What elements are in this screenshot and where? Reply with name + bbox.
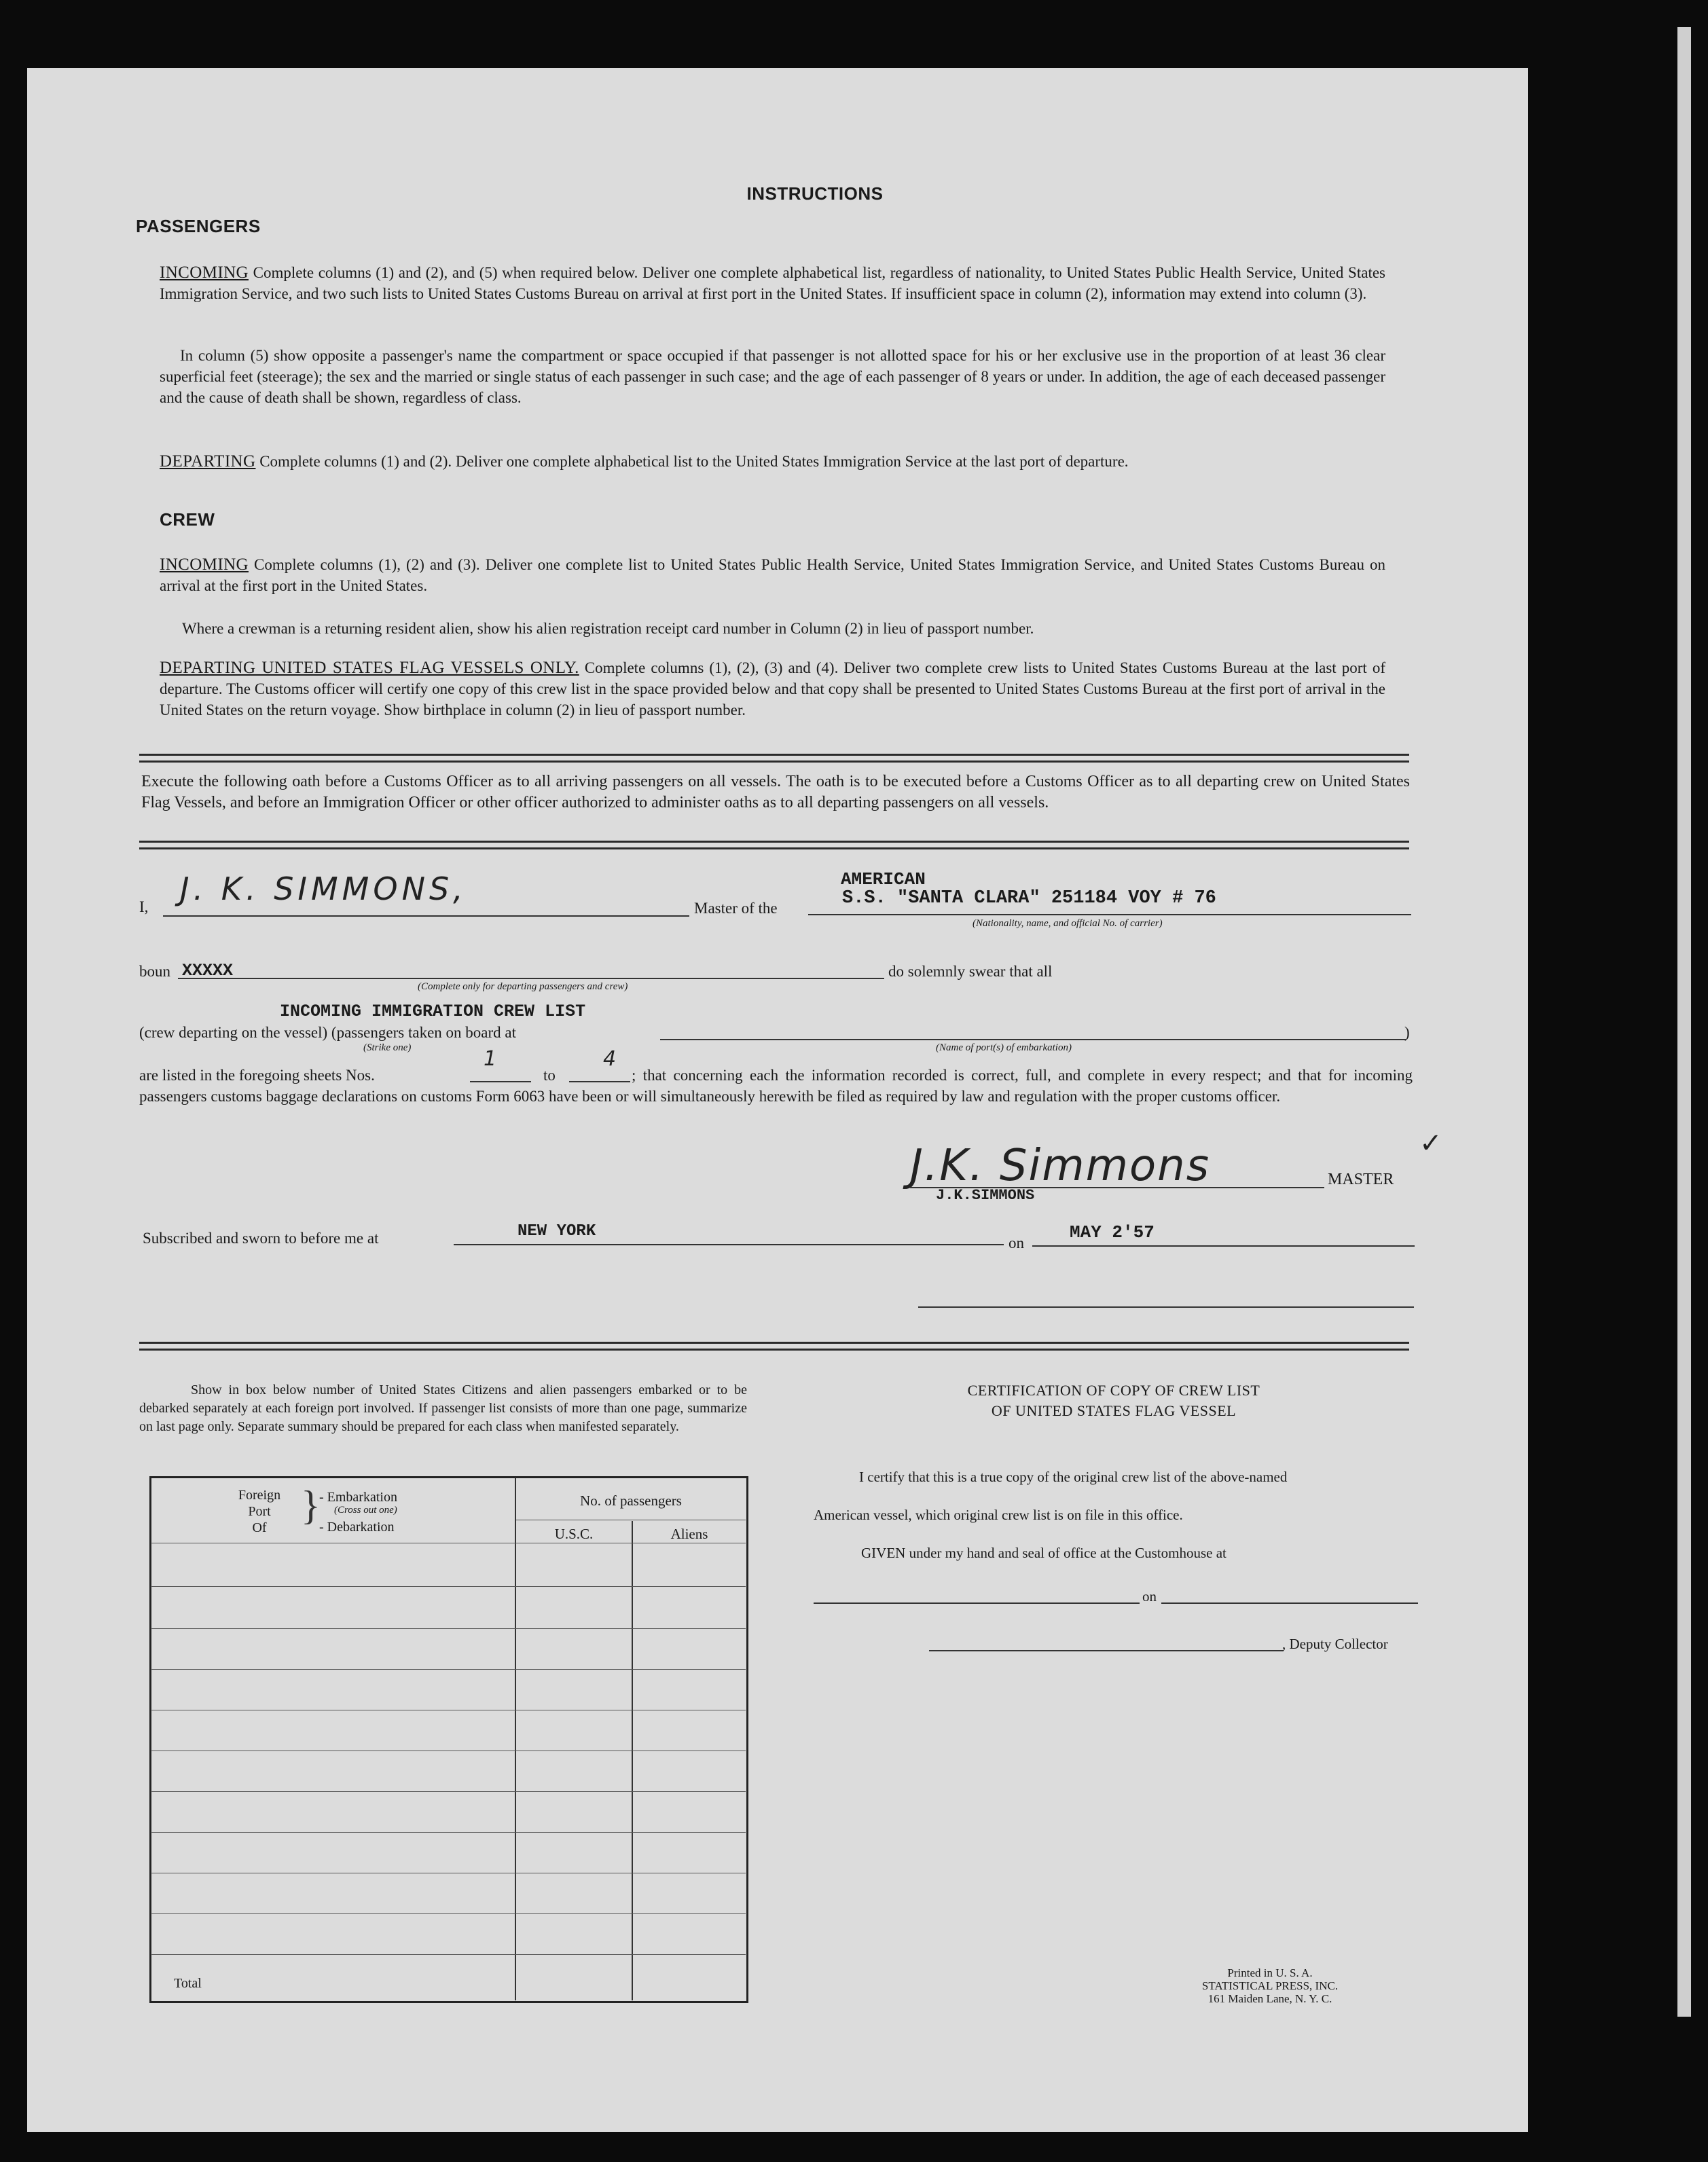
bound-line — [178, 978, 884, 979]
passengers-incoming-instructions — [160, 262, 1385, 304]
table-row — [151, 1586, 746, 1587]
passengers-departing-label: DEPARTING — [160, 452, 256, 471]
passengers-incoming-label: INCOMING — [160, 263, 249, 282]
of-label: Of — [252, 1520, 267, 1535]
table-divider — [515, 1478, 516, 2000]
to-label: to — [543, 1067, 556, 1084]
table-row — [151, 1832, 746, 1833]
passengers-departing-text: Complete columns (1) and (2). Deliver one complete alphabetical list to the United States Immigration Service at the last port of departure. — [255, 453, 1129, 470]
certification-line-3: GIVEN under my hand and seal of office at the Customhouse at — [861, 1545, 1227, 1561]
vessel-line — [808, 914, 1411, 915]
close-paren: ) — [1404, 1024, 1410, 1041]
master-label: MASTER — [1328, 1171, 1394, 1188]
sworn-date[interactable]: MAY 2'57 — [1070, 1222, 1155, 1243]
master-name-handwritten[interactable]: J. K. SIMMONS, — [180, 871, 467, 907]
on-label: on — [1009, 1234, 1024, 1251]
usc-header: U.S.C. — [554, 1526, 594, 1542]
table-row — [151, 1628, 746, 1629]
place-line — [454, 1244, 1004, 1245]
printer-line: Printed in U. S. A. — [1227, 1966, 1313, 1979]
crew-departing-text: Complete columns (1), (2), (3) and (4). Deliver two complete crew lists to United States Customs Bureau at the last port of departure. The Customs officer will certify one copy of this crew list in the space provided below and that copy shall be presented to United States Customs Bureau at the first port of arrival in the United States on the return voyage. Show birthplace in column (2) in lieu of passport number. — [160, 659, 1385, 718]
checkmark-icon: ✓ — [1419, 1128, 1442, 1158]
list-type-typed[interactable]: INCOMING IMMIGRATION CREW LIST — [280, 1002, 586, 1021]
debarkation-option[interactable]: - Debarkation — [319, 1520, 395, 1535]
table-row — [151, 1791, 746, 1792]
bound-struck-out[interactable]: XXXXX — [182, 961, 234, 981]
total-label: Total — [174, 1976, 202, 1991]
oath-instructions: Execute the following oath before a Customs Officer as to all arriving passengers on all vessels. The oath is to be executed before a Customs Officer as to all departing crew on United States Flag Vessels, and before an Immigration Officer or other officer authorized to administer oaths as to all departing passengers on all vessels. — [141, 773, 1410, 811]
section-divider — [139, 754, 1409, 763]
sheet-from[interactable]: 1 — [484, 1047, 497, 1071]
table-row — [151, 1913, 746, 1914]
customhouse-line — [814, 1602, 1140, 1604]
certification-title-2: OF UNITED STATES FLAG VESSEL — [991, 1402, 1237, 1419]
certification-line-2: American vessel, which original crew list is on file in this office. — [814, 1507, 1183, 1523]
vessel-caption: (Nationality, name, and official No. of carrier) — [973, 918, 1163, 929]
aliens-header: Aliens — [670, 1526, 708, 1542]
passenger-box-note: Show in box below number of United States Citizens and alien passengers embarked or to be debarked separately at each foreign port involved. If passenger list consists of more than one page, summarize on last page only. Separate summary should be prepared for each class when manifested separately. — [139, 1382, 747, 1434]
table-row — [151, 1954, 746, 1955]
vessel-nationality[interactable]: AMERICAN — [841, 869, 926, 890]
crew-incoming-label: INCOMING — [160, 555, 249, 574]
sworn-place[interactable]: NEW YORK — [517, 1222, 596, 1241]
deputy-signature-line — [929, 1650, 1284, 1651]
port-of-embarkation-line — [660, 1039, 1406, 1040]
certification-title-1: CERTIFICATION OF COPY OF CREW LIST — [967, 1382, 1260, 1399]
cross-out-caption: (Cross out one) — [334, 1505, 397, 1516]
passenger-summary-table — [149, 1476, 748, 2003]
port-caption: (Name of port(s) of embarkation) — [936, 1042, 1072, 1053]
bound-label: boun — [139, 963, 170, 980]
vessel-name-number[interactable]: S.S. "SANTA CLARA" 251184 VOY # 76 — [842, 888, 1216, 909]
solemnly-swear-text: do solemnly swear that all — [888, 963, 1053, 980]
bound-caption: (Complete only for departing passengers and crew) — [418, 981, 628, 992]
subscribed-label: Subscribed and sworn to before me at — [143, 1230, 379, 1247]
foreign-label: Foreign — [238, 1488, 281, 1503]
certification-line-1: I certify that this is a true copy of the original crew list of the above-named — [859, 1469, 1288, 1485]
master-of-label: Master of the — [694, 900, 778, 917]
embarkation-option[interactable]: - Embarkation — [319, 1490, 397, 1505]
cert-on-label: on — [1142, 1588, 1157, 1605]
master-signature[interactable]: J.K. Simmons — [910, 1141, 1211, 1191]
section-divider — [139, 1342, 1409, 1351]
printer-line: 161 Maiden Lane, N. Y. C. — [1207, 1992, 1332, 2005]
crew-heading: CREW — [160, 509, 215, 530]
crew-departing-label: DEPARTING UNITED STATES FLAG VESSELS ONLY. — [160, 659, 579, 677]
passengers-heading: PASSENGERS — [136, 216, 261, 236]
passengers-incoming-text: Complete columns (1) and (2), and (5) when required below. Deliver one complete alphabetical list, regardless of nationality, to United States Public Health Service, United States Immigration Service, and two such lists to United States Customs Bureau on arrival at first port in the United States. If insufficient space in column (2), information may extend into column (3). — [160, 264, 1385, 302]
crew-returning-alien-note: Where a crewman is a returning resident alien, show his alien registration receipt card number in Column (2) in lieu of passport number. — [182, 620, 1034, 637]
master-name-line — [163, 915, 689, 917]
deputy-collector-label: , Deputy Collector — [1282, 1636, 1388, 1652]
table-row — [151, 1669, 746, 1670]
strike-one-caption: (Strike one) — [363, 1042, 412, 1053]
port-label: Port — [248, 1504, 271, 1519]
date-line — [1032, 1245, 1415, 1247]
crew-incoming-text: Complete columns (1), (2) and (3). Deliver one complete list to United States Public Health Service, United States Immigration Service, and United States Customs Bureau on arrival at the first port in the United States. — [160, 556, 1385, 594]
sheet-to[interactable]: 4 — [603, 1047, 617, 1071]
officer-line — [918, 1306, 1414, 1308]
foreign-port-label — [219, 1487, 300, 1536]
oath-body: ; that concerning each the information recorded is correct, full, and complete in every respect; and that for incoming passengers customs baggage declarations on customs Form 6063 have been or will simultaneously herewith be filed as required by law and regulation with the proper customs officer. — [139, 1067, 1413, 1105]
crew-passengers-line: (crew departing on the vessel) (passengers taken on board at — [139, 1024, 516, 1041]
section-divider — [139, 841, 1409, 849]
crew-incoming-instructions — [160, 554, 1385, 596]
table-divider — [632, 1521, 633, 2000]
passengers-departing-instructions — [160, 451, 1385, 472]
oath-i-label: I, — [139, 898, 149, 915]
master-typed-name: J.K.SIMMONS — [936, 1187, 1035, 1204]
column-5-instructions: In column (5) show opposite a passenger's name the compartment or space occupied if that passenger is not allotted space for his or her exclusive use in the proportion of at least 36 clear superficial feet (steerage); the sex and the married or single status of each passenger in such case; and the age of each passenger of 8 years or under. In addition, the age of each deceased passenger and the cause of death shall be shown, regardless of class. — [160, 347, 1385, 406]
printer-imprint — [1168, 1966, 1372, 2005]
page-heading: INSTRUCTIONS — [746, 183, 884, 204]
printer-line: STATISTICAL PRESS, INC. — [1201, 1979, 1339, 1992]
brace-icon: } — [301, 1483, 321, 1528]
signature-line — [910, 1187, 1324, 1188]
crew-departing-instructions — [160, 657, 1385, 720]
cert-date-line — [1161, 1602, 1418, 1604]
sheets-label: are listed in the foregoing sheets Nos. — [139, 1067, 375, 1084]
adjacent-page-edge — [1677, 27, 1691, 2017]
no-of-passengers-header: No. of passengers — [580, 1492, 682, 1509]
